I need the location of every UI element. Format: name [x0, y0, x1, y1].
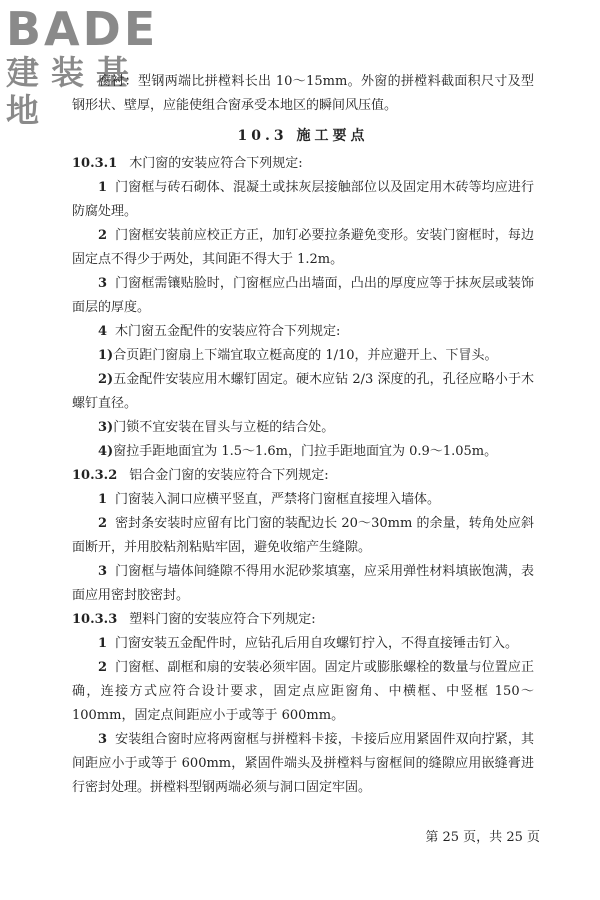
page-footer: 第 25 页，共 25 页 — [425, 830, 540, 845]
item-number: 4 — [98, 324, 108, 339]
item-number: 2 — [98, 660, 108, 675]
clause-text: 塑料门窗的安装应符合下列规定: — [129, 612, 316, 627]
clause-text: 铝合金门窗的安装应符合下列规定: — [129, 468, 329, 483]
logo-chinese-text: 建装基地 — [6, 53, 141, 130]
clause-item — [72, 320, 534, 344]
clause-number: 10.3.3 — [72, 612, 118, 627]
document-body — [72, 70, 534, 800]
item-text: 安装组合窗时应将两窗框与拼樘料卡接，卡接后应用紧固件双向拧紧，其间距应小于或等于 600mm，紧固件端头及拼樘料与窗框间的缝隙应用嵌缝膏进行密封处理。拼樘料型钢两端必须与洞口固定牢固。 — [72, 732, 534, 795]
sub-item-number: 4) — [98, 444, 114, 459]
item-number: 2 — [98, 228, 108, 243]
item-text: 木门窗五金配件的安装应符合下列规定: — [115, 324, 341, 339]
clause-item — [72, 488, 534, 512]
clause-heading — [72, 608, 534, 632]
sub-item-text: 门锁不宜安装在冒头与立梃的结合处。 — [113, 420, 335, 435]
clause-text: 木门窗的安装应符合下列规定: — [129, 156, 303, 171]
sub-item-number: 1) — [98, 348, 114, 363]
sub-item — [72, 368, 534, 416]
item-text: 门窗框、副框和扇的安装必须牢固。固定片或膨胀螺栓的数量与位置应正确，连接方式应符合设计要求，固定点应距窗角、中横框、中竖框 150～100mm，固定点间距应小于或等于 600mm。 — [72, 660, 534, 723]
sub-item-text: 合页距门窗扇上下端宜取立梃高度的 1/10，并应避开上、下冒头。 — [113, 348, 498, 363]
item-text: 门窗框安装前应校正方正，加钉必要拉条避免变形。安装门窗框时，每边固定点不得少于两处，其间距不得大于 1.2m。 — [72, 228, 534, 267]
section-number: 10.3 — [237, 128, 288, 144]
sub-item — [72, 416, 534, 440]
item-number: 1 — [98, 492, 108, 507]
logo-wordmark: BADE — [6, 2, 159, 56]
sub-item-number: 3) — [98, 420, 114, 435]
sub-item-number: 2) — [98, 372, 114, 387]
clause-number: 10.3.2 — [72, 468, 118, 483]
intro-paragraph: 腐衬：型钢两端比拼樘料长出 10～15mm。外窗的拼樘料截面积尺寸及型钢形状、壁厚，应能使组合窗承受本地区的瞬间风压值。 — [72, 74, 534, 113]
item-number: 1 — [98, 180, 108, 195]
sub-item — [72, 344, 534, 368]
item-text: 门窗框与砖石砌体、混凝土或抹灰层接触部位以及固定用木砖等均应进行防腐处理。 — [72, 180, 534, 219]
clause-item — [72, 728, 534, 800]
sub-item-text: 窗拉手距地面宜为 1.5～1.6m，门拉手距地面宜为 0.9～1.05m。 — [113, 444, 498, 459]
clause-item — [72, 224, 534, 272]
clause-heading — [72, 464, 534, 488]
clause-item — [72, 632, 534, 656]
clause-item — [72, 512, 534, 560]
item-number: 2 — [98, 516, 108, 531]
clause-heading — [72, 152, 534, 176]
item-number: 3 — [98, 276, 108, 291]
clause-item — [72, 656, 534, 728]
item-text: 门窗框与墙体间缝隙不得用水泥砂浆填塞，应采用弹性材料填嵌饱满，表面应用密封胶密封。 — [72, 564, 534, 603]
item-number: 3 — [98, 732, 108, 747]
clause-item — [72, 176, 534, 224]
section-title: 施工要点 — [296, 128, 369, 144]
item-number: 1 — [98, 636, 108, 651]
sub-item — [72, 440, 534, 464]
section-heading — [72, 124, 534, 148]
item-text: 门窗安装五金配件时，应钻孔后用自攻螺钉拧入，不得直接锤击钉入。 — [115, 636, 519, 651]
sub-item-text: 五金配件安装应用木螺钉固定。硬木应钻 2/3 深度的孔，孔径应略小于木螺钉直径。 — [72, 372, 534, 411]
clause-item — [72, 560, 534, 608]
item-text: 密封条安装时应留有比门窗的装配边长 20～30mm 的余量，转角处应斜面断开，并用胶粘剂粘贴牢固，避免收缩产生缝隙。 — [72, 516, 534, 555]
clause-number: 10.3.1 — [72, 156, 118, 171]
item-number: 3 — [98, 564, 108, 579]
clause-item — [72, 272, 534, 320]
item-text: 门窗框需镶贴脸时，门窗框应凸出墙面，凸出的厚度应等于抹灰层或装饰面层的厚度。 — [72, 276, 534, 315]
item-text: 门窗装入洞口应横平竖直，严禁将门窗框直接埋入墙体。 — [115, 492, 441, 507]
